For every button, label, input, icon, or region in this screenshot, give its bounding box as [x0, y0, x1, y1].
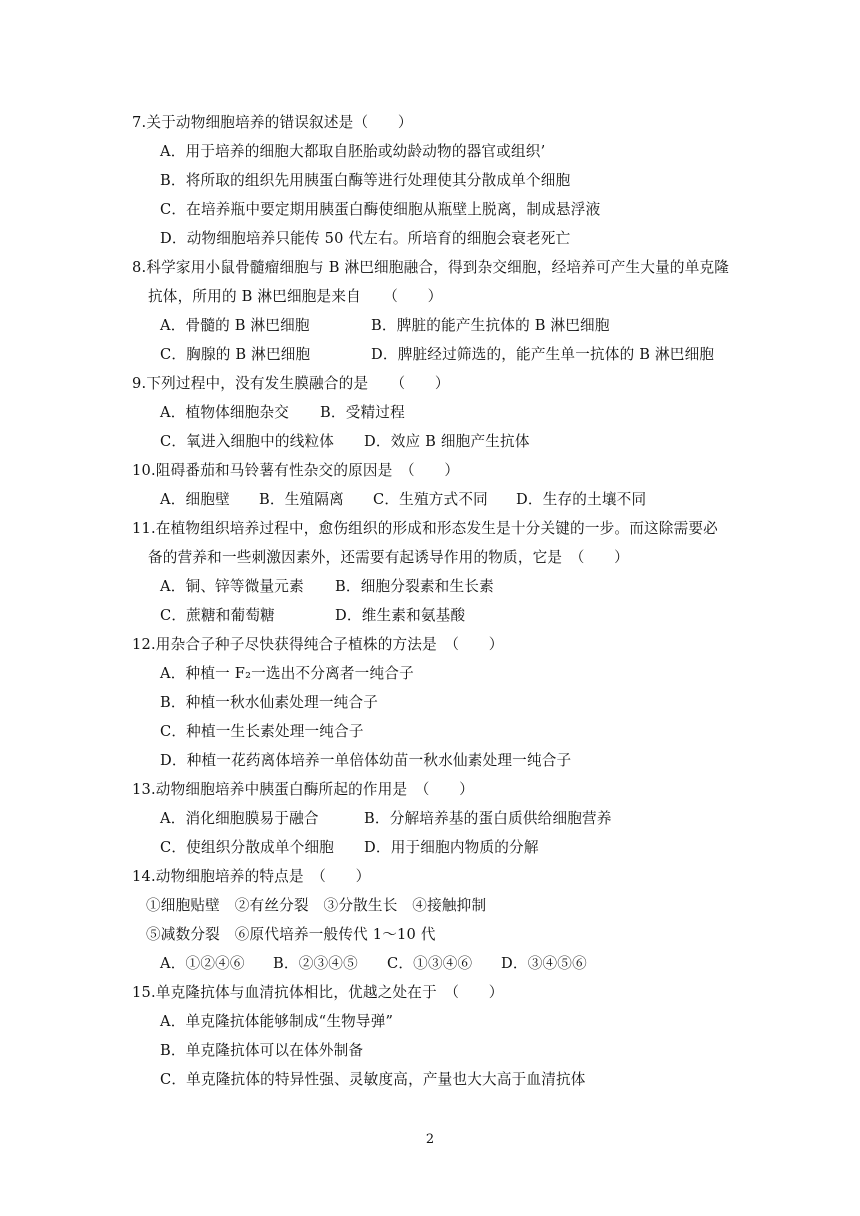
- option-c: C．①③④⑥: [387, 955, 473, 972]
- question-stem: 10.阻碍番茄和马铃薯有性杂交的原因是 （ ）: [132, 462, 460, 479]
- option-b: B．脾脏的能产生抗体的 B 淋巴细胞: [371, 317, 610, 334]
- option-c: C．氧进入细胞中的线粒体: [160, 433, 335, 450]
- option-a: A．骨髓的 B 淋巴细胞: [160, 317, 310, 334]
- option-b: B．②③④⑤: [273, 955, 358, 972]
- option-a: A．细胞壁: [160, 491, 230, 508]
- question-stem: 13.动物细胞培养中胰蛋白酶所起的作用是 （ ）: [132, 781, 474, 798]
- option-a: A．铜、锌等微量元素: [160, 578, 304, 595]
- option-c: C．种植一生长素处理一纯合子: [160, 723, 364, 740]
- option-b: B．受精过程: [320, 404, 405, 421]
- question-stem-continued: 备的营养和一些刺激因素外，还需要有起诱导作用的物质，它是 （ ）: [148, 549, 629, 566]
- question-stem: 12.用杂合子种子尽快获得纯合子植株的方法是 （ ）: [132, 636, 504, 653]
- option-a: A．消化细胞膜易于融合: [160, 810, 319, 827]
- option-d: D．③④⑤⑥: [501, 955, 587, 972]
- option-c: C．单克隆抗体的特异性强、灵敏度高，产量也大大高于血清抗体: [160, 1071, 586, 1088]
- option-c: C．在培养瓶中要定期用胰蛋白酶使细胞从瓶壁上脱离，制成悬浮液: [160, 201, 601, 218]
- option-a: A．单克隆抗体能够制成“生物导弹”: [160, 1013, 394, 1030]
- page-number: 2: [425, 1132, 435, 1147]
- statement-list: ①细胞贴壁 ②有丝分裂 ③分散生长 ④接触抑制: [146, 897, 487, 914]
- question-stem: 15.单克隆抗体与血清抗体相比，优越之处在于 （ ）: [132, 984, 504, 1001]
- option-d: D．种植一花药离体培养一单倍体幼苗一秋水仙素处理一纯合子: [160, 752, 572, 769]
- option-c: C．生殖方式不同: [373, 491, 488, 508]
- option-a: A．用于培养的细胞大都取自胚胎或幼龄动物的器官或组织’: [160, 143, 546, 160]
- question-stem: 11.在植物组织培养过程中，愈伤组织的形成和形态发生是十分关键的一步。而这除需要必: [132, 520, 718, 537]
- option-a: A．种植一 F₂一选出不分离者一纯合子: [160, 665, 414, 682]
- question-stem: 9.下列过程中，没有发生膜融合的是 （ ）: [132, 375, 450, 392]
- option-d: D．效应 B 细胞产生抗体: [364, 433, 530, 450]
- option-a: A．植物体细胞杂交: [160, 404, 290, 421]
- option-c: C．使组织分散成单个细胞: [160, 839, 335, 856]
- option-d: D．脾脏经过筛选的，能产生单一抗体的 B 淋巴细胞: [371, 346, 715, 363]
- option-a: A．①②④⑥: [160, 955, 245, 972]
- option-d: D．生存的土壤不同: [516, 491, 647, 508]
- option-b: B．细胞分裂素和生长素: [335, 578, 494, 595]
- option-c: C．胸腺的 B 淋巴细胞: [160, 346, 311, 363]
- option-d: D．用于细胞内物质的分解: [364, 839, 539, 856]
- option-d: D．动物细胞培养只能传 50 代左右。所培育的细胞会衰老死亡: [160, 230, 571, 247]
- option-b: B．种植一秋水仙素处理一纯合子: [160, 694, 379, 711]
- question-stem: 14.动物细胞培养的特点是 （ ）: [132, 868, 371, 885]
- question-stem: 7.关于动物细胞培养的错误叙述是（ ）: [132, 114, 413, 131]
- option-c: C．蔗糖和葡萄糖: [160, 607, 275, 624]
- statement-list: ⑤减数分裂 ⑥原代培养一般传代 1～10 代: [146, 926, 436, 943]
- question-stem: 8.科学家用小鼠骨髓瘤细胞与 B 淋巴细胞融合，得到杂交细胞，经培养可产生大量的单克隆: [132, 259, 730, 276]
- option-b: B．分解培养基的蛋白质供给细胞营养: [364, 810, 612, 827]
- option-b: B．单克隆抗体可以在体外制备: [160, 1042, 364, 1059]
- option-d: D．维生素和氨基酸: [335, 607, 466, 624]
- question-stem-continued: 抗体，所用的 B 淋巴细胞是来自 （ ）: [148, 288, 443, 305]
- option-b: B．生殖隔离: [259, 491, 344, 508]
- option-b: B．将所取的组织先用胰蛋白酶等进行处理使其分散成单个细胞: [160, 172, 571, 189]
